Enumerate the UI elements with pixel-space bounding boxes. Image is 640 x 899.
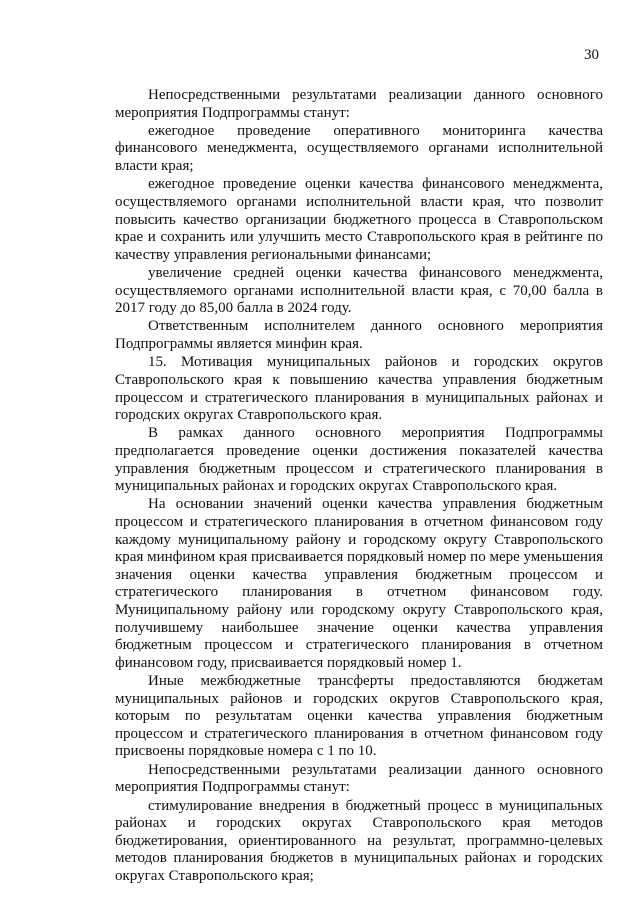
paragraph: Непосредственными результатами реализации данного основного мероприятия Подпрограммы станут: — [115, 87, 603, 121]
paragraph: стимулирование внедрения в бюджетный процесс в муниципальных районах и городских округах Ставропольского края методов бюджетирования, ориентированного на результат, программно-целевых методов планирования бюджетов в муниципальных районах и городских округах Ставропольского края; — [115, 797, 603, 884]
paragraph: Ответственным исполнителем данного основного мероприятия Подпрограммы является минфин края. — [115, 318, 603, 353]
paragraph: 15. Мотивация муниципальных районов и городских округов Ставропольского края к повышению качества управления бюджетным процессом и стратегического планирования в муниципальных районах и городских округах Ставропольского края. — [115, 354, 603, 424]
paragraph: ежегодное проведение оценки качества финансового менеджмента, осуществляемого органами исполнительной власти края, что позволит повысить качество организации бюджетного процесса в Ставропольском крае и сохранить или улучшить место Ставропольского края в рейтинге по качеству управления региональными финансами; — [115, 176, 603, 263]
paragraph: Иные межбюджетные трансферты предоставляются бюджетам муниципальных районов и городских округов Ставропольского края, которым по результатам оценки качества управления бюджетным процессом и стратегического планирования в отчетном финансовом году присвоены порядковые номера с 1 по 10. — [115, 673, 603, 760]
paragraph: Непосредственными результатами реализации данного основного мероприятия Подпрограммы станут: — [115, 761, 603, 796]
paragraph: увеличение средней оценки качества финансового менеджмента, осуществляемого органами исполнительной власти края, с 70,00 балла в 2017 году до 85,00 балла в 2024 году. — [115, 265, 603, 317]
paragraph: На основании значений оценки качества управления бюджетным процессом и стратегического планирования в отчетном финансовом году каждому муниципальному району и городскому округу Ставропольского края минфином края присваивается порядковый номер по мере уменьшения значения оценки качества управления бюджетным процессом и стратегического планирования в отчетном финансовом году. Муниципальному району или городскому округу Ставропольского края, получившему наибольшее значение оценки качества управления бюджетным процессом и стратегического планирования в отчетном финансовом году, присваивается порядковый номер 1. — [115, 496, 603, 671]
paragraph: В рамках данного основного мероприятия Подпрограммы предполагается проведение оценки достижения показателей качества управления бюджетным процессом и стратегического планирования в муниципальных районах и городских округах Ставропольского края. — [115, 425, 603, 495]
page-number: 30 — [584, 47, 599, 63]
document-body — [115, 87, 603, 886]
paragraph: ежегодное проведение оперативного мониторинга качества финансового менеджмента, осуществляемого органами исполнительной власти края; — [115, 122, 603, 175]
